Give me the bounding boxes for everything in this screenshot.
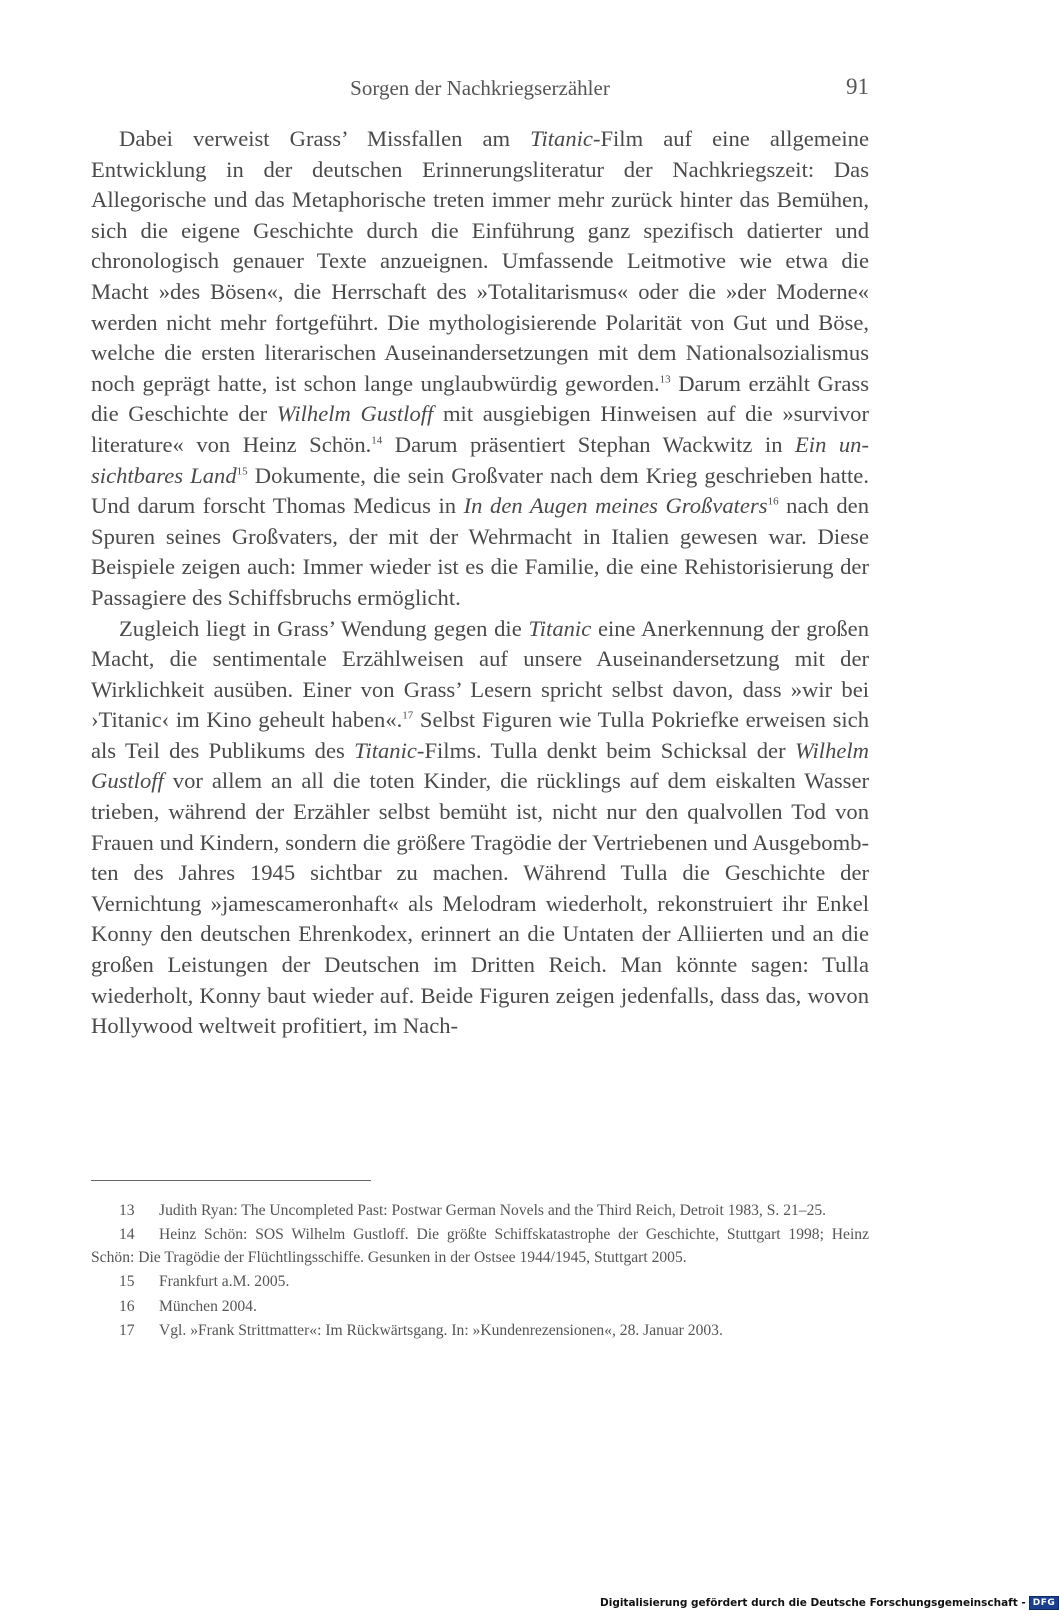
footnote-text: Vgl. »Frank Strittmatter«: Im Rückwärtsgang. In: »Kundenrezensionen«, 28. Januar 2003. (159, 1322, 723, 1340)
footnote-number: 15 (119, 1273, 135, 1291)
paragraph-2 (91, 614, 869, 1042)
body-text (91, 124, 869, 1042)
text-run: Selbst Figuren wie Tulla Pokriefke erweisen sich als Teil des Publikums des (91, 707, 869, 763)
footnote-15 (91, 1271, 869, 1293)
page-number: 91 (846, 74, 869, 99)
italic-title: Wilhelm Gustloff (91, 737, 870, 794)
text-run: Zugleich liegt in Grass’ Wendung gegen die (119, 615, 529, 641)
italic-title: Titanic (354, 737, 417, 763)
text-run: Dokumente, die sein Großvater nach dem Krieg geschrieben hatte. Und darum forscht Thomas Medicus in (91, 462, 869, 519)
running-title: Sorgen der Nachkriegserzähler (350, 76, 610, 100)
dfg-logo-icon: DFG (1029, 1596, 1059, 1610)
footnote-14 (91, 1224, 869, 1269)
footnote-ref[interactable]: 13 (659, 373, 671, 386)
credit-text: Digitalisierung gefördert durch die Deutsche Forschungsgemeinschaft - (600, 1597, 1026, 1609)
italic-title: Titanic (530, 126, 593, 151)
footnote-ref[interactable]: 15 (236, 465, 248, 477)
footnote-number: 13 (119, 1202, 135, 1219)
footnote-number: 14 (119, 1226, 135, 1244)
footnote-number: 16 (119, 1297, 135, 1315)
footnote-ref[interactable]: 16 (767, 495, 779, 508)
footnote-ref[interactable]: 17 (402, 709, 414, 722)
italic-title: Ein unsichtbares Land (91, 431, 869, 488)
footnote-text: Heinz Schön: SOS Wilhelm Gustloff. Die größte Schiffskatastrophe der Geschichte, Stuttgart 1998; Heinz Schön: Die Tragödie der Flüchtlingsschiffe. Gesunken in der Ostsee 1944/1945, Stuttgart 2005. (91, 1226, 869, 1266)
footnote-text: Judith Ryan: The Uncompleted Past: Postwar German Novels and the Third Reich, Detroit 1983, S. 21–25. (159, 1202, 827, 1219)
italic-title: In den Augen meines Großvaters (463, 493, 768, 519)
footnote-divider (91, 1180, 371, 1181)
footnote-17 (91, 1320, 869, 1342)
italic-title: Titanic (528, 615, 592, 641)
text-run: Darum präsentiert Stephan Wackwitz in (382, 431, 795, 457)
text-run: mit ausgiebigen Hinweisen auf die »survivor literature« von Heinz Schön. (91, 401, 869, 457)
text-run: -Film auf eine allgemeine Entwicklung in der deutschen Erinnerungsliteratur der Nachkriegszeit: Das Allegorische und das Metaphorische treten immer mehr zurück hinter das Bemühen, sich die eigene Geschichte durch die Einführung ganz spezifisch datierter und chronologisch genauer Texte anzueignen. Umfassende Leitmotive wie etwa die Macht »des Bösen«, die Herrschaft des »Totalitarismus« oder die »der Moderne« werden nicht mehr fortgeführt. Die mythologisierende Polarität von Gut und Böse, welche die ersten literarischen Auseinandersetzungen mit dem Nationalsozialismus noch geprägt hatte, ist schon lange unglaubwürdig geworden. (91, 126, 869, 396)
text-run: vor allem an all die toten Kinder, die rücklings auf dem eiskalten Wasser trieben, während der Erzähler selbst bemüht ist, nicht nur den qualvollen Tod von Frauen und Kindern, sondern die größere Tragödie der Vertriebenen und Ausgebombten des Jahres 1945 sichtbar zu machen. Während Tulla die Geschichte der Vernichtung »jamescameronhaft« als Melodram wiederholt, rekonstruiert ihr Enkel Konny den deutschen Ehrenkodex, erinnert an die Untaten der Alliierten und an die großen Leistungen der Deutschen im Dritten Reich. Man könnte sagen: Tulla wiederholt, Konny baut wieder auf. Beide Figuren zeigen jedenfalls, dass das, wovon Hollywood weltweit profitiert, im Nach- (91, 768, 869, 1039)
text-run: Darum erzählt Grass die Geschichte der (91, 370, 869, 427)
footnote-text: München 2004. (159, 1297, 257, 1315)
footnote-13 (91, 1200, 869, 1222)
text-run: -Films. Tulla denkt beim Schicksal der (416, 737, 795, 763)
footnote-number: 17 (119, 1322, 135, 1340)
text-run: Dabei verweist Grass’ Missfallen am (119, 126, 531, 151)
paragraph-1 (91, 124, 869, 614)
footnote-ref[interactable]: 14 (371, 434, 383, 447)
footnote-text: Frankfurt a.M. 2005. (159, 1273, 290, 1291)
footnote-16 (91, 1296, 869, 1318)
text-run: nach den Spuren seines Großvaters, der mit der Wehrmacht in Italien gewesen war. Diese Beispiele zeigen auch: Immer wieder ist es die Familie, die eine Rehistorisierung der Passagiere des Schiffsbruchs ermöglicht. (91, 493, 870, 610)
italic-title: Wilhelm Gustloff (276, 401, 434, 427)
text-run: eine Anerkennung der großen Macht, die sentimentale Erzählweisen auf unsere Auseinandersetzung mit der Wirklichkeit ausüben. Einer von Grass’ Lesern spricht selbst davon, dass »wir bei ›Titanic‹ im Kino geheult haben«. (91, 615, 870, 733)
digitization-credit (600, 1596, 1059, 1610)
footnotes (91, 1200, 869, 1344)
